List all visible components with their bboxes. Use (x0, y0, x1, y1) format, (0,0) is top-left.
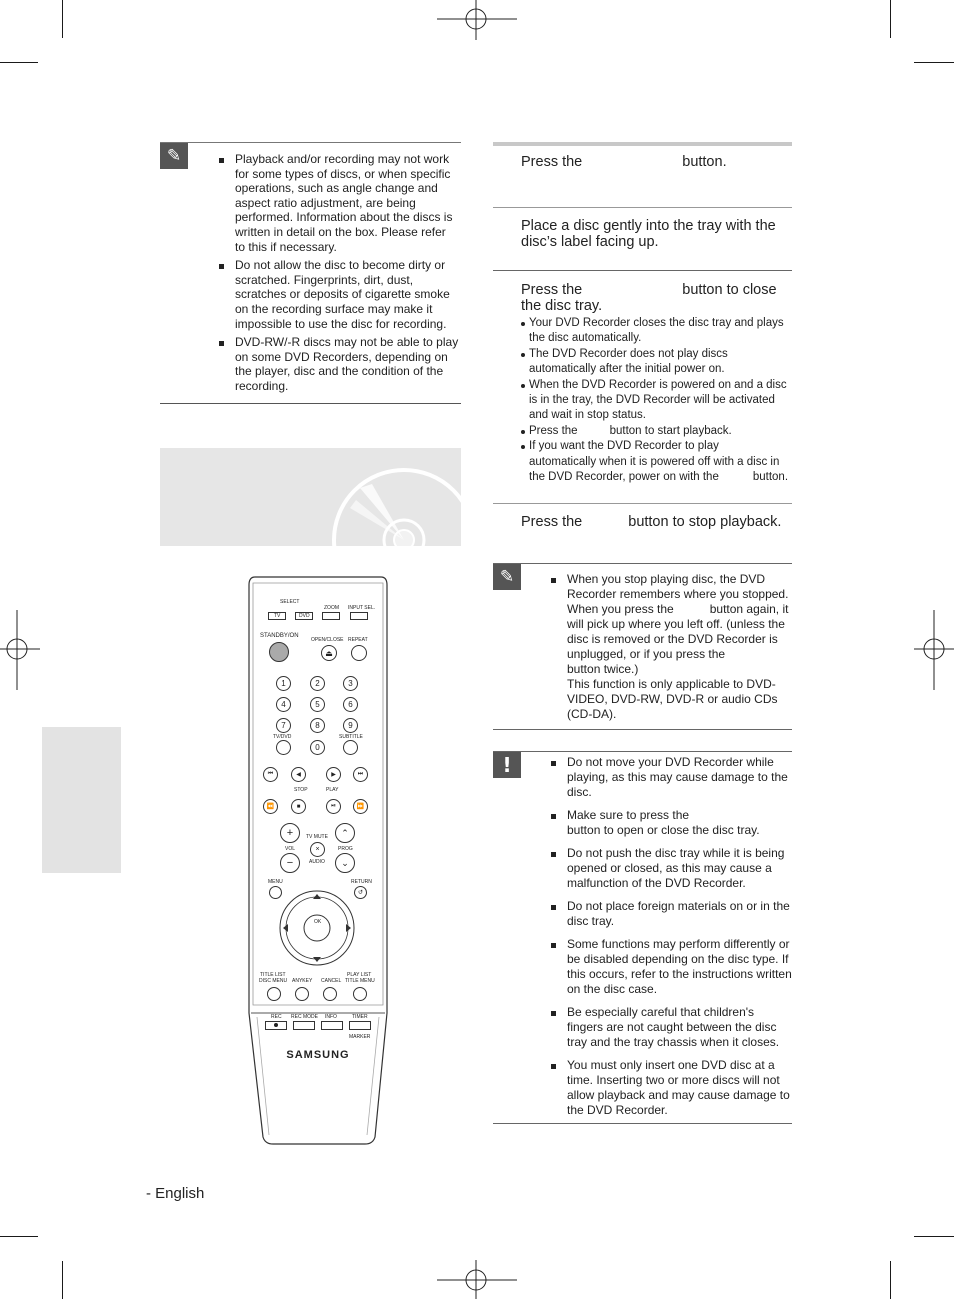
divider (493, 270, 792, 271)
divider (493, 729, 792, 730)
input-sel-button[interactable] (350, 612, 368, 620)
rec-mode-button[interactable] (293, 1021, 315, 1030)
dvd-label: DVD (299, 613, 310, 619)
digit-3-button[interactable]: 3 (343, 676, 358, 691)
step-3 (521, 283, 789, 485)
timer-label: TIMER (352, 1014, 368, 1020)
registration-mark-bottom (437, 1260, 517, 1299)
fast-forward-icon[interactable]: ⏩ (353, 799, 368, 814)
audio-label: AUDIO (309, 859, 325, 865)
samsung-logo: SAMSUNG (286, 1049, 350, 1061)
info-button[interactable] (321, 1021, 343, 1030)
cancel-button[interactable] (323, 987, 337, 1001)
divider (160, 142, 461, 143)
step-bullet-text: Press the (529, 424, 578, 437)
divider (493, 751, 792, 752)
mute-icon[interactable]: × (310, 842, 325, 857)
zoom-button[interactable] (322, 612, 340, 620)
step-back-icon[interactable]: ◀ (291, 767, 306, 782)
cancel-label: CANCEL (321, 978, 342, 984)
zoom-label: ZOOM (324, 605, 339, 611)
warning-text: button to open or close the disc tray. (567, 823, 760, 837)
anykey-label: ANYKEY (292, 978, 313, 984)
step-2: Place a disc gently into the tray with the disc’s label facing up. (521, 218, 776, 250)
step-text: button to stop playback. (628, 514, 782, 530)
tv-dvd-button[interactable] (276, 740, 291, 755)
vol-label: VOL (285, 846, 296, 852)
digit-7-button[interactable]: 7 (276, 718, 291, 733)
divider (493, 207, 792, 208)
disc-menu-button[interactable] (267, 987, 281, 1001)
digit-9-button[interactable]: 9 (343, 718, 358, 733)
return-icon[interactable]: ↺ (354, 886, 367, 899)
crop-mark (890, 0, 891, 38)
section-tab (42, 727, 121, 873)
crop-mark (62, 0, 63, 38)
stop-icon[interactable]: ■ (291, 799, 306, 814)
prog-label: PROG (338, 846, 353, 852)
timer-button[interactable] (349, 1021, 371, 1030)
step-bullet (521, 424, 789, 439)
page-footer-label: - English (146, 1185, 205, 1202)
tv-dvd-label: TV/DVD (273, 734, 292, 740)
divider (493, 563, 792, 564)
divider (493, 1123, 792, 1124)
right-note (551, 572, 793, 722)
crop-mark (890, 1261, 891, 1299)
tv-mute-label: TV MUTE (306, 834, 328, 840)
open-close-label: OPEN/CLOSE (311, 637, 344, 643)
pencil-icon: ✎ (160, 143, 188, 169)
note-text: When you stop playing disc, the DVD Recorder remembers where you stopped. (567, 572, 789, 601)
note-bullet (551, 572, 793, 722)
digit-6-button[interactable]: 6 (343, 697, 358, 712)
stop-label: STOP (294, 787, 308, 793)
prog-up-button[interactable]: ⌃ (335, 823, 355, 843)
step-bullet-text: button. (752, 471, 789, 484)
warning-bullet: Be especially careful that children's fingers are not caught between the disc tray and the tray chassis when it closes. (551, 1005, 793, 1050)
play-pause-icon[interactable]: ⏯ (326, 799, 341, 814)
navigation-pad[interactable] (277, 888, 357, 968)
title-list-label: TITLE LIST (260, 972, 286, 978)
ok-label: OK (314, 919, 322, 925)
step-bullet: The DVD Recorder does not play discs automatically after the initial power on. (521, 347, 789, 378)
crop-mark (62, 1261, 63, 1299)
warning-bullet (551, 808, 793, 838)
step-bullet-text: button to start playback. (609, 424, 732, 437)
standby-button[interactable] (269, 642, 289, 662)
note-text: button twice.) (567, 662, 639, 676)
vol-down-button[interactable]: − (280, 853, 300, 873)
warning-bullet: You must only insert one DVD disc at a time. Inserting two or more discs will not allow playback and may cause damage to the DVD Recorder. (551, 1058, 793, 1118)
digit-4-button[interactable]: 4 (276, 697, 291, 712)
warning-bullet: Some functions may perform differently or be disabled depending on the disc type. If this occurs, refer to the instructions written on the disc case. (551, 937, 793, 997)
crop-mark (914, 1236, 954, 1237)
play-list-label: PLAY LIST (347, 972, 372, 978)
exclamation-icon: ! (493, 752, 521, 778)
skip-forward-icon[interactable]: ⏭ (353, 767, 368, 782)
repeat-label: REPEAT (348, 637, 368, 643)
warning-bullet: Do not move your DVD Recorder while playing, as this may cause damage to the disc. (551, 755, 793, 800)
crop-mark (914, 62, 954, 63)
step-forward-icon[interactable]: ▶ (326, 767, 341, 782)
remote-control (247, 575, 389, 1147)
subtitle-button[interactable] (343, 740, 358, 755)
step-text: Press the (521, 154, 583, 170)
rec-label: REC (271, 1014, 282, 1020)
steps-header-bar (493, 142, 792, 146)
marker-label: MARKER (349, 1034, 371, 1040)
note-bullet: Do not allow the disc to become dirty or scratched. Fingerprints, dirt, dust, scratches or deposits of cigarette smoke on the recording surface may make it impossible to use the disc for recording. (219, 258, 459, 331)
note-text: button again, it will pick up where you left off. (unless the disc is removed or the DVD Recorder is unplugged, or if you press the (567, 602, 789, 661)
step-bullet (521, 439, 789, 485)
play-label: PLAY (326, 787, 339, 793)
return-label: RETURN (351, 879, 372, 885)
disc-graphic (160, 448, 461, 546)
left-note (219, 152, 459, 398)
crop-mark (0, 62, 38, 63)
digit-2-button[interactable]: 2 (310, 676, 325, 691)
title-menu-button[interactable] (353, 987, 367, 1001)
registration-mark-right (914, 610, 954, 690)
digit-1-button[interactable]: 1 (276, 676, 291, 691)
step-bullet: Your DVD Recorder closes the disc tray and plays the disc automatically. (521, 316, 789, 347)
step-text: Press the (521, 514, 583, 530)
step-1 (521, 155, 791, 171)
note-text: This function is only applicable to DVD-VIDEO, DVD-RW, DVD-R or audio CDs (CD-DA). (567, 677, 778, 721)
divider (493, 503, 792, 504)
skip-back-icon[interactable]: ⏮ (263, 767, 278, 782)
warning-bullet: Do not push the disc tray while it is being opened or closed, as this may cause a malfunction of the DVD Recorder. (551, 846, 793, 891)
step-bullet-text: If you want the DVD Recorder to play automatically when it is powered off with a disc in the DVD Recorder, power on with the (529, 440, 780, 484)
registration-mark-left (0, 610, 40, 690)
step-4 (521, 515, 791, 531)
pencil-icon: ✎ (493, 564, 521, 590)
digit-0-button[interactable]: 0 (310, 740, 325, 755)
tv-label: TV (274, 613, 281, 619)
step-text: Press the (521, 282, 583, 298)
divider (160, 403, 461, 404)
eject-icon[interactable]: ⏏ (321, 645, 337, 661)
subtitle-label: SUBTITLE (339, 734, 363, 740)
standby-label: STANDBY/ON (260, 633, 299, 639)
repeat-button[interactable] (351, 645, 367, 661)
warning-text: Make sure to press the (567, 808, 690, 822)
select-label: SELECT (280, 599, 300, 605)
section-banner (160, 448, 461, 546)
digit-8-button[interactable]: 8 (310, 718, 325, 733)
note-bullet: DVD-RW/-R discs may not be able to play on some DVD Recorders, depending on the player, disc and the condition of the recording. (219, 335, 459, 393)
disc-menu-label: DISC MENU (259, 978, 288, 984)
rec-mode-label: REC MODE (291, 1014, 318, 1020)
vol-up-button[interactable]: + (280, 823, 300, 843)
note-bullet: Playback and/or recording may not work for some types of discs, or when specific operations, such as angle change and aspect ratio adjustment, are being performed. Information about the discs is written in detail on the box. Please refer to this if necessary. (219, 152, 459, 254)
crop-mark (0, 1236, 38, 1237)
info-label: INFO (325, 1014, 337, 1020)
step-text: button. (682, 154, 727, 170)
step-text: button to close (682, 282, 777, 298)
step-text: the disc tray. (521, 297, 603, 314)
warning-list (551, 755, 793, 1126)
rewind-icon[interactable]: ⏪ (263, 799, 278, 814)
title-menu-label: TITLE MENU (345, 978, 375, 984)
warning-bullet: Do not place foreign materials on or in the disc tray. (551, 899, 793, 929)
input-sel-label: INPUT SEL. (348, 605, 376, 611)
note-text: When you press the (567, 602, 674, 616)
record-icon (274, 1023, 278, 1027)
digit-5-button[interactable]: 5 (310, 697, 325, 712)
prog-down-button[interactable]: ⌄ (335, 853, 355, 873)
menu-label: MENU (268, 879, 283, 885)
anykey-button[interactable] (295, 987, 309, 1001)
registration-mark-top (437, 0, 517, 40)
step-bullet: When the DVD Recorder is powered on and a disc is in the tray, the DVD Recorder will be activated and wait in stop status. (521, 378, 789, 424)
